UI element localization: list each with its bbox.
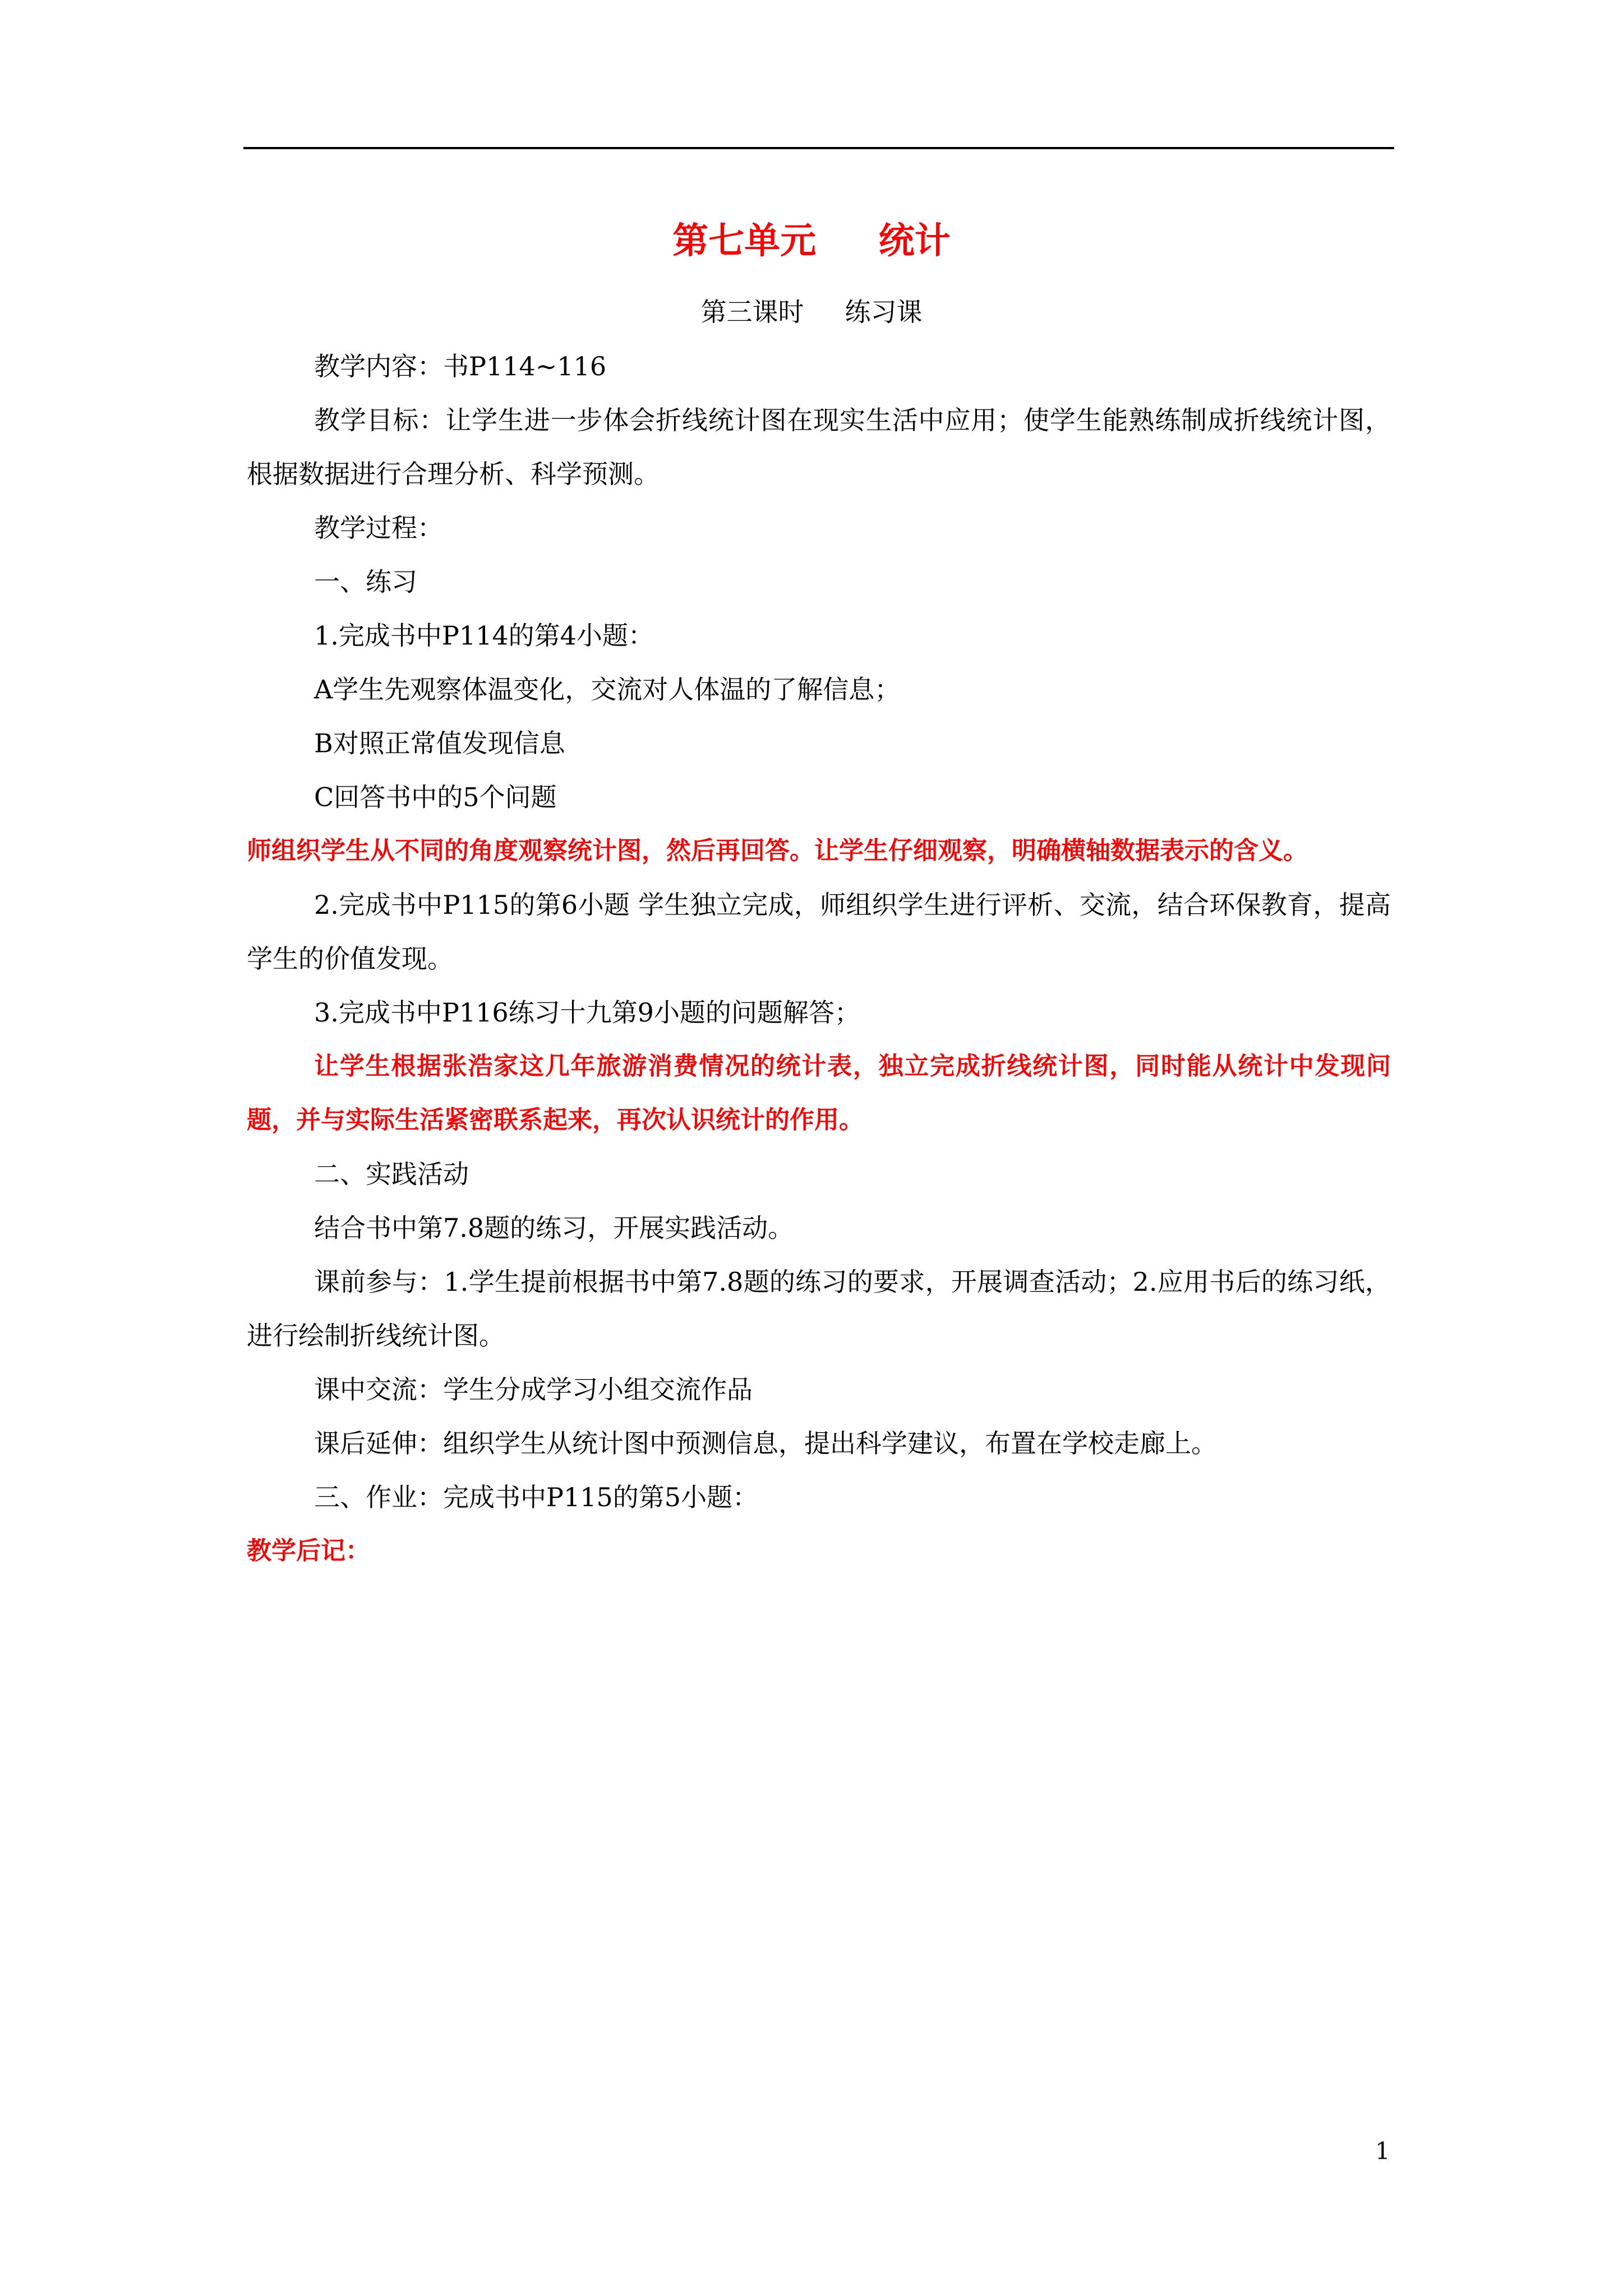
exercise-1-step-c: C回答书中的5个问题: [314, 782, 557, 812]
homework: 三、作业：完成书中P115的第5小题：: [314, 1482, 759, 1512]
section-1-heading: 一、练习: [314, 567, 417, 597]
pre-class-participation: 课前参与：1.学生提前根据书中第7.8题的练习的要求，开展调查活动；2.应用书后的练习纸，进行绘制折线统计图。: [247, 1267, 1391, 1351]
header-rule: [243, 147, 1394, 149]
exercise-1-step-a: A学生先观察体温变化，交流对人体温的了解信息；: [314, 674, 901, 705]
teaching-goal: 教学目标：让学生进一步体会折线统计图在现实生活中应用；使学生能熟练制成折线统计图，根据数据进行合理分析、科学预测。: [247, 405, 1391, 489]
document-body: [247, 339, 1391, 1578]
after-class-extension: 课后延伸：组织学生从统计图中预测信息，提出科学建议，布置在学校走廊上。: [314, 1428, 1217, 1458]
exercise-1-step-b: B对照正常值发现信息: [314, 728, 565, 758]
teaching-process-heading: 教学过程：: [314, 513, 443, 543]
document-subtitle: 第三课时 练习课: [700, 297, 923, 327]
teaching-postscript: 教学后记：: [247, 1536, 370, 1565]
exercise-2: 2.完成书中P115的第6小题 学生独立完成，师组织学生进行评析、交流，结合环保教育，提高学生的价值发现。: [247, 890, 1391, 974]
section-2-heading: 二、实践活动: [314, 1159, 469, 1189]
teacher-note-2: 让学生根据张浩家这几年旅游消费情况的统计表，独立完成折线统计图，同时能从统计中发现问题，并与实际生活紧密联系起来，再次认识统计的作用。: [247, 1052, 1391, 1134]
in-class-exchange: 课中交流：学生分成学习小组交流作品: [314, 1374, 753, 1405]
document-title: 第七单元 统计: [672, 220, 951, 262]
teaching-content: 教学内容：书P114~116: [314, 351, 607, 381]
page-number: 1: [1375, 2137, 1390, 2165]
teacher-note-1: 师组织学生从不同的角度观察统计图，然后再回答。让学生仔细观察，明确横轴数据表示的含义。: [247, 836, 1308, 865]
exercise-3: 3.完成书中P116练习十九第9小题的问题解答；: [314, 997, 860, 1028]
exercise-1: 1.完成书中P114的第4小题：: [314, 620, 654, 651]
practice-activity: 结合书中第7.8题的练习，开展实践活动。: [314, 1213, 794, 1243]
